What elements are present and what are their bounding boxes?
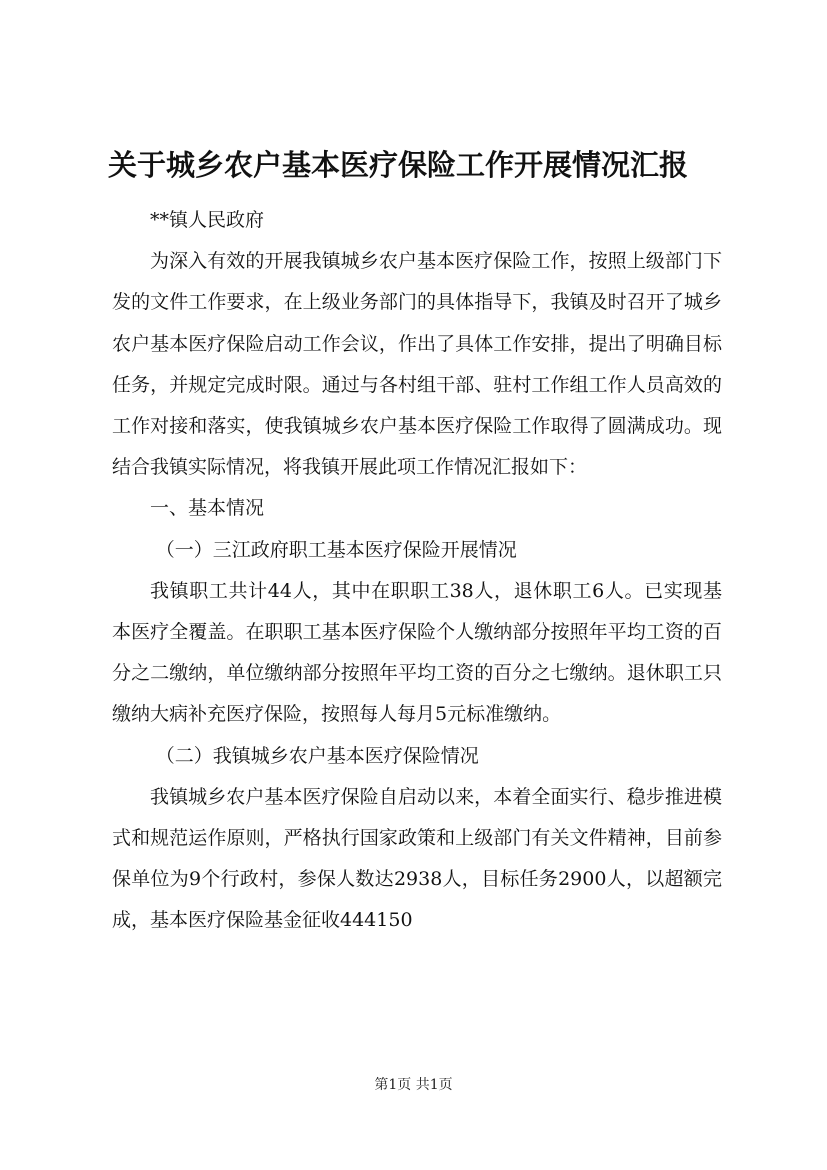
subsection-heading-staff-insurance: （一）三江政府职工基本医疗保险开展情况 [155, 538, 517, 561]
author-line: **镇人民政府 [150, 209, 265, 231]
section-heading-basic-situation: 一、基本情况 [150, 497, 265, 520]
page-footer: 第1页 共1页 [374, 1077, 453, 1093]
document-body [112, 200, 722, 942]
intro-paragraph: 为深入有效的开展我镇城乡农户基本医疗保险工作，按照上级部门下发的文件工作要求，在上级业务部门的具体指导下，我镇及时召开了城乡农户基本医疗保险启动工作会议，作出了具体工作安排，提出了明确目标任务，并规定完成时限。通过与各村组干部、驻村工作组工作人员高效的工作对接和落实，使我镇城乡农户基本医疗保险工作取得了圆满成功。现结合我镇实际情况，将我镇开展此项工作情况汇报如下： [112, 250, 722, 479]
rural-insurance-paragraph: 我镇城乡农户基本医疗保险自启动以来，本着全面实行、稳步推进模式和规范运作原则，严格执行国家政策和上级部门有关文件精神，目前参保单位为9个行政村，参保人数达2938人，目标任务2900人，以超额完成，基本医疗保险基金征收444150 [112, 785, 722, 932]
document-title: 关于城乡农户基本医疗保险工作开展情况汇报 [108, 148, 689, 182]
staff-insurance-paragraph: 我镇职工共计44人，其中在职职工38人，退休职工6人。已实现基本医疗全覆盖。在职职工基本医疗保险个人缴纳部分按照年平均工资的百分之二缴纳，单位缴纳部分按照年平均工资的百分之七缴纳。退休职工只缴纳大病补充医疗保险，按照每人每月5元标准缴纳。 [112, 579, 722, 726]
subsection-heading-rural-insurance: （二）我镇城乡农户基本医疗保险情况 [155, 744, 479, 767]
